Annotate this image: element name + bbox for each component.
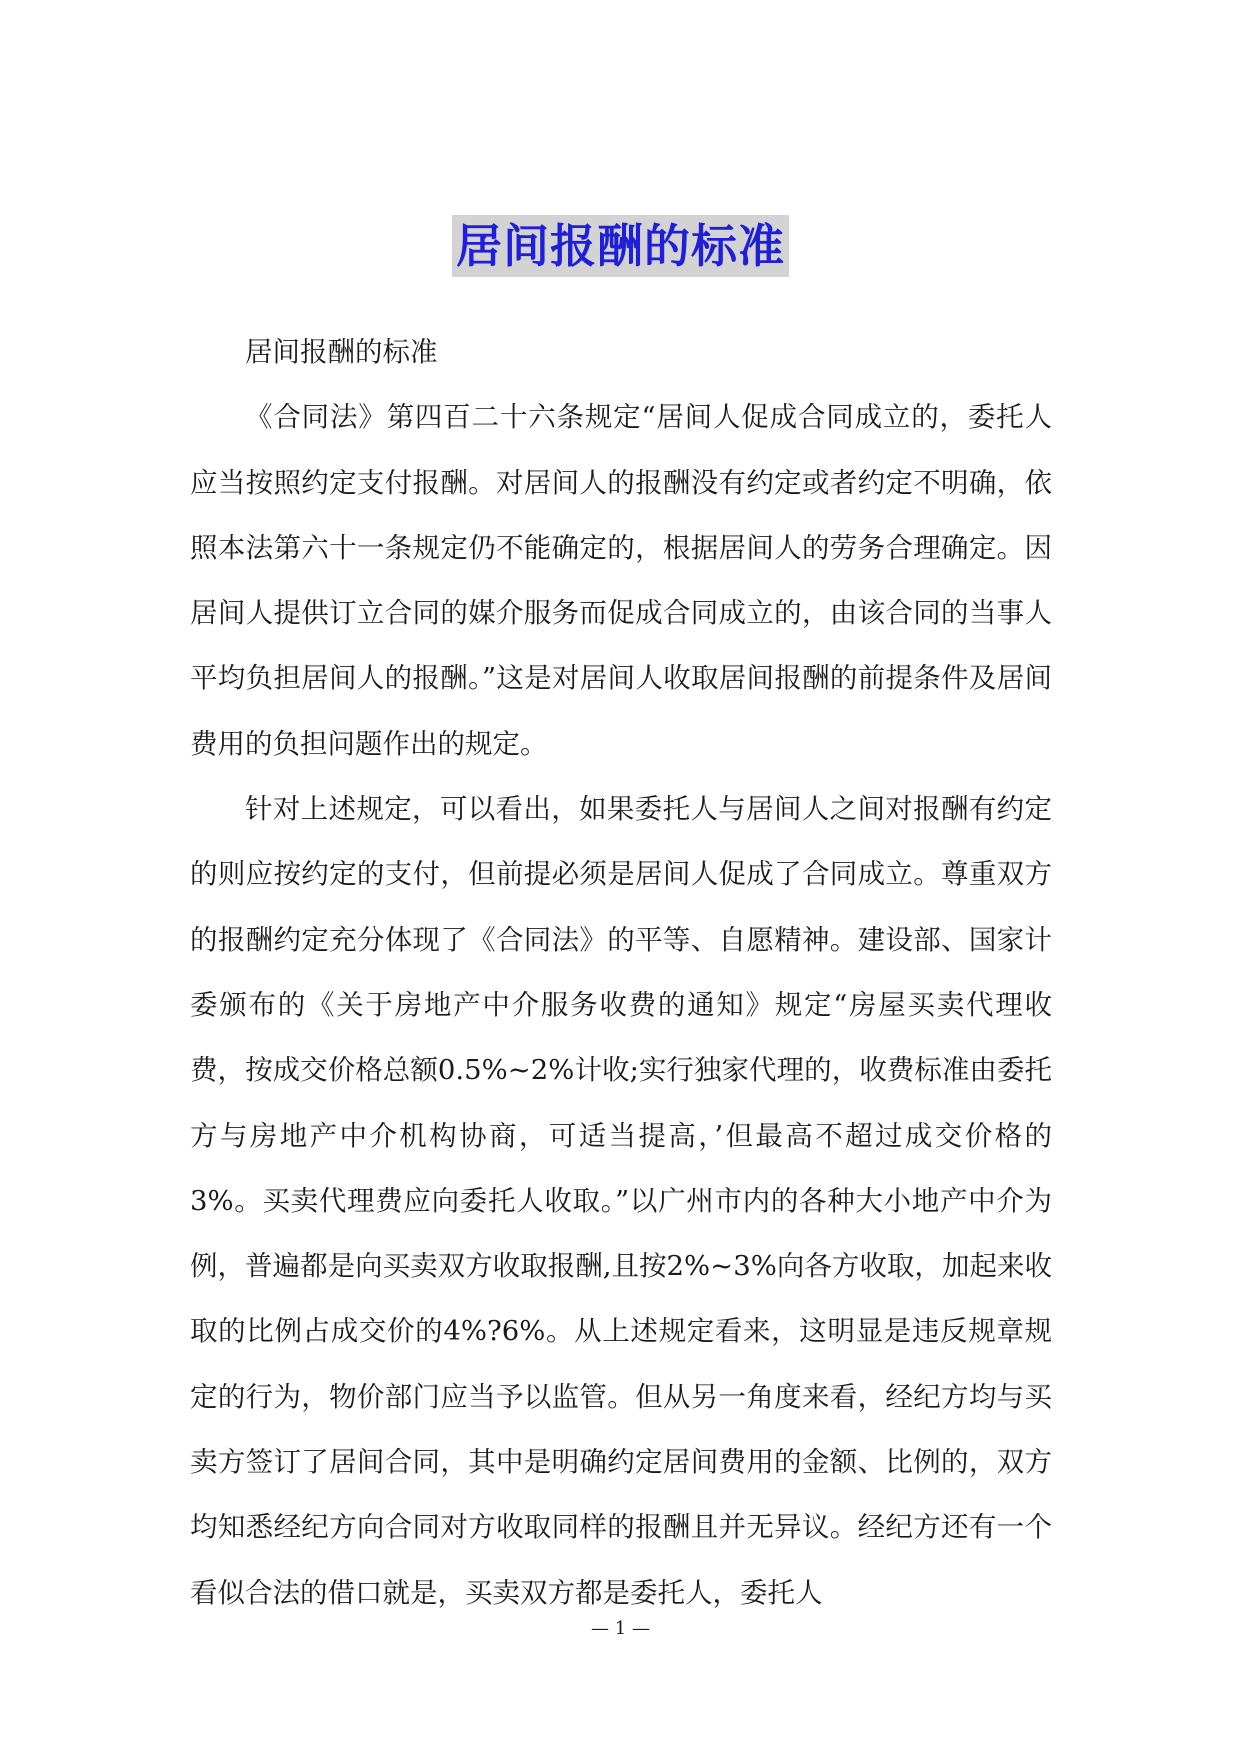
page-number: — 1 —: [591, 1618, 650, 1639]
document-title: 居间报酬的标准: [452, 215, 789, 277]
paragraph-contract-law: 《合同法》第四百二十六条规定“居间人促成合同成立的，委托人应当按照约定支付报酬。对居间人的报酬没有约定或者约定不明确，依照本法第六十一条规定仍不能确定的，根据居间人的劳务合理确定。因居间人提供订立合同的媒介服务而促成合同成立的，由该合同的当事人平均负担居间人的报酬。”这是对居间人收取居间报酬的前提条件及居间费用的负担问题作出的规定。: [190, 401, 1052, 760]
title-wrapper: [0, 215, 1241, 277]
paragraph-analysis: 针对上述规定，可以看出，如果委托人与居间人之间对报酬有约定的则应按约定的支付，但前提必须是居间人促成了合同成立。尊重双方的报酬约定充分体现了《合同法》的平等、自愿精神。建设部、国家计委颁布的《关于房地产中介服务收费的通知》规定“房屋买卖代理收费，按成交价格总额0.5%~2%计收;实行独家代理的，收费标准由委托方与房地产中介机构协商，可适当提高，’但最高不超过成交价格的3%。买卖代理费应向委托人收取。”以广州市内的各种大小地产中介为例，普遍都是向买卖双方收取报酬,且按2%~3%向各方收取，加起来收取的比例占成交价的4%?6%。从上述规定看来，这明显是违反规章规定的行为，物价部门应当予以监管。但从另一角度来看，经纪方均与买卖方签订了居间合同，其中是明确约定居间费用的金额、比例的，双方均知悉经纪方向合同对方收取同样的报酬且并无异议。经纪方还有一个看似合法的借口就是，买卖双方都是委托人，委托人: [190, 793, 1052, 1609]
paragraph-subtitle: 居间报酬的标准: [245, 336, 438, 368]
document-body: [190, 320, 1052, 1626]
